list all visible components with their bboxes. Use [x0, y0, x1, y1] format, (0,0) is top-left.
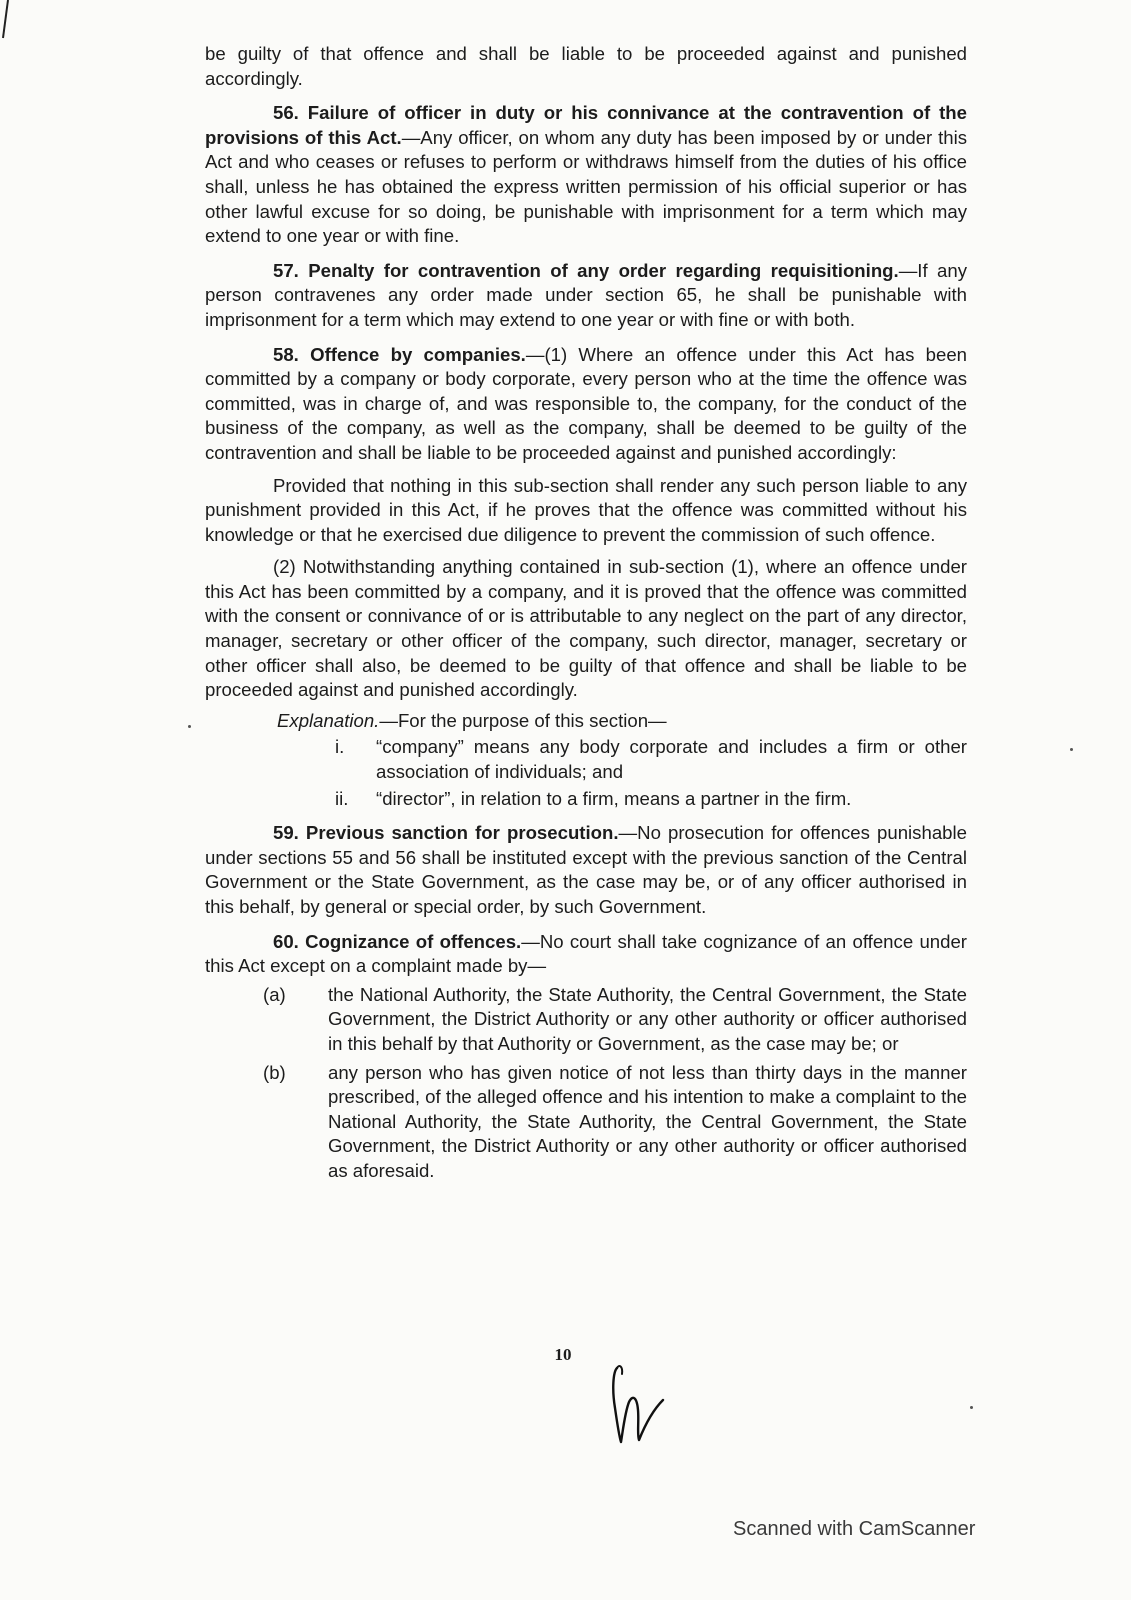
section-59-heading: 59. Previous sanction for prosecution.: [273, 822, 619, 844]
list-item: [205, 983, 967, 1057]
scan-speck: [970, 1406, 973, 1409]
list-item-text: “company” means any body corporate and includes a firm or other association of individuals; and: [376, 736, 967, 783]
section-59: [205, 821, 967, 919]
section-60: [205, 930, 967, 979]
section-60-text: —No court shall take cognizance of an offence under this Act except on a complaint made by—: [205, 930, 967, 977]
section-56-heading: 56. Failure of officer in duty or his connivance at the contravention of the provisions of this Act.: [205, 102, 967, 148]
section-58-subsection-2: (2) Notwithstanding anything contained in sub-section (1), where an offence under this Act has been committed by a company, and it is proved that the offence was committed with the consent or connivance of or is attributable to any neglect on the part of any director, manager, secretary or other officer of the company, such director, manager, secretary or other officer shall also, be deemed to be guilty of that offence and shall be liable to be proceeded against and punished accordingly.: [205, 556, 967, 701]
section-60-heading: 60. Cognizance of offences.: [273, 930, 522, 952]
list-item-number: i.: [335, 736, 345, 758]
handwritten-signature: [605, 1360, 675, 1450]
section-58-text: —(1) Where an offence under this Act has been committed by a company or body corporate, every person who at the time the offence was committed, was in charge of, and was responsible to, the company, for the conduct of the business of the company, as well as the company, shall be deemed to be guilty of the contravention and shall be liable to be proceeded against and punished accordingly:: [205, 343, 968, 463]
list-item-text: any person who has given notice of not less than thirty days in the manner prescribed, of the alleged offence and his intention to make a complaint to the National Authority, the State Authority, the Central Government, the State Government, the District Authority or any other authority or officer authorised as aforesaid.: [328, 1061, 967, 1181]
section-57-text: —If any person contravenes any order made under section 65, he shall be punishable with imprisonment for a term which may extend to one year or with fine or with both.: [205, 259, 967, 330]
list-item-text: the National Authority, the State Authority, the Central Government, the State Government, the District Authority or any other authority or officer authorised in this behalf by that Authority or Government, as the case may be; or: [328, 983, 967, 1054]
section-58-heading: 58. Offence by companies.: [273, 343, 526, 365]
document-page: [205, 42, 967, 1184]
list-item-text: “director”, in relation to a firm, means a partner in the firm.: [376, 787, 852, 809]
section-56: [205, 101, 967, 249]
scan-corner-mark: [0, 0, 10, 40]
list-item: [205, 1061, 967, 1184]
explanation-text: —For the purpose of this section—: [379, 709, 667, 731]
list-item: [205, 787, 967, 812]
section-59-text: —No prosecution for offences punishable under sections 55 and 56 shall be instituted except with the previous sanction of the Central Government or the State Government, as the case may be, or of any officer authorised in this behalf, by general or special order, by such Government.: [205, 822, 967, 917]
section-57: [205, 259, 967, 333]
page-number: 10: [554, 1345, 572, 1364]
section-58-proviso: Provided that nothing in this sub-section shall render any such person liable to any punishment provided in this Act, if he proves that the offence was committed without his knowledge or that he exercised due diligence to prevent the commission of such offence.: [205, 474, 967, 545]
explanation-label: Explanation.: [277, 709, 380, 731]
list-item-number: (a): [263, 983, 286, 1005]
list-item-number: ii.: [335, 787, 349, 809]
list-item-number: (b): [263, 1061, 286, 1083]
scan-speck: [188, 725, 191, 728]
list-item: [205, 735, 967, 784]
section-56-text: —Any officer, on whom any duty has been imposed by or under this Act and who ceases or refuses to perform or withdraws himself from the duties of his office shall, unless he has obtained the express written permission of his official superior or has other lawful excuse for so doing, be punishable with imprisonment for a term which may extend to one year or with fine.: [205, 126, 968, 247]
section-58-explanation: [205, 709, 967, 734]
section-57-heading: 57. Penalty for contravention of any order regarding requisitioning.: [273, 259, 899, 281]
continued-text: be guilty of that offence and shall be liable to be proceeded against and punished accordingly.: [205, 43, 967, 89]
scanner-watermark: Scanned with CamScanner: [733, 1518, 976, 1540]
section-58: [205, 343, 967, 466]
scan-speck: [1070, 748, 1073, 751]
